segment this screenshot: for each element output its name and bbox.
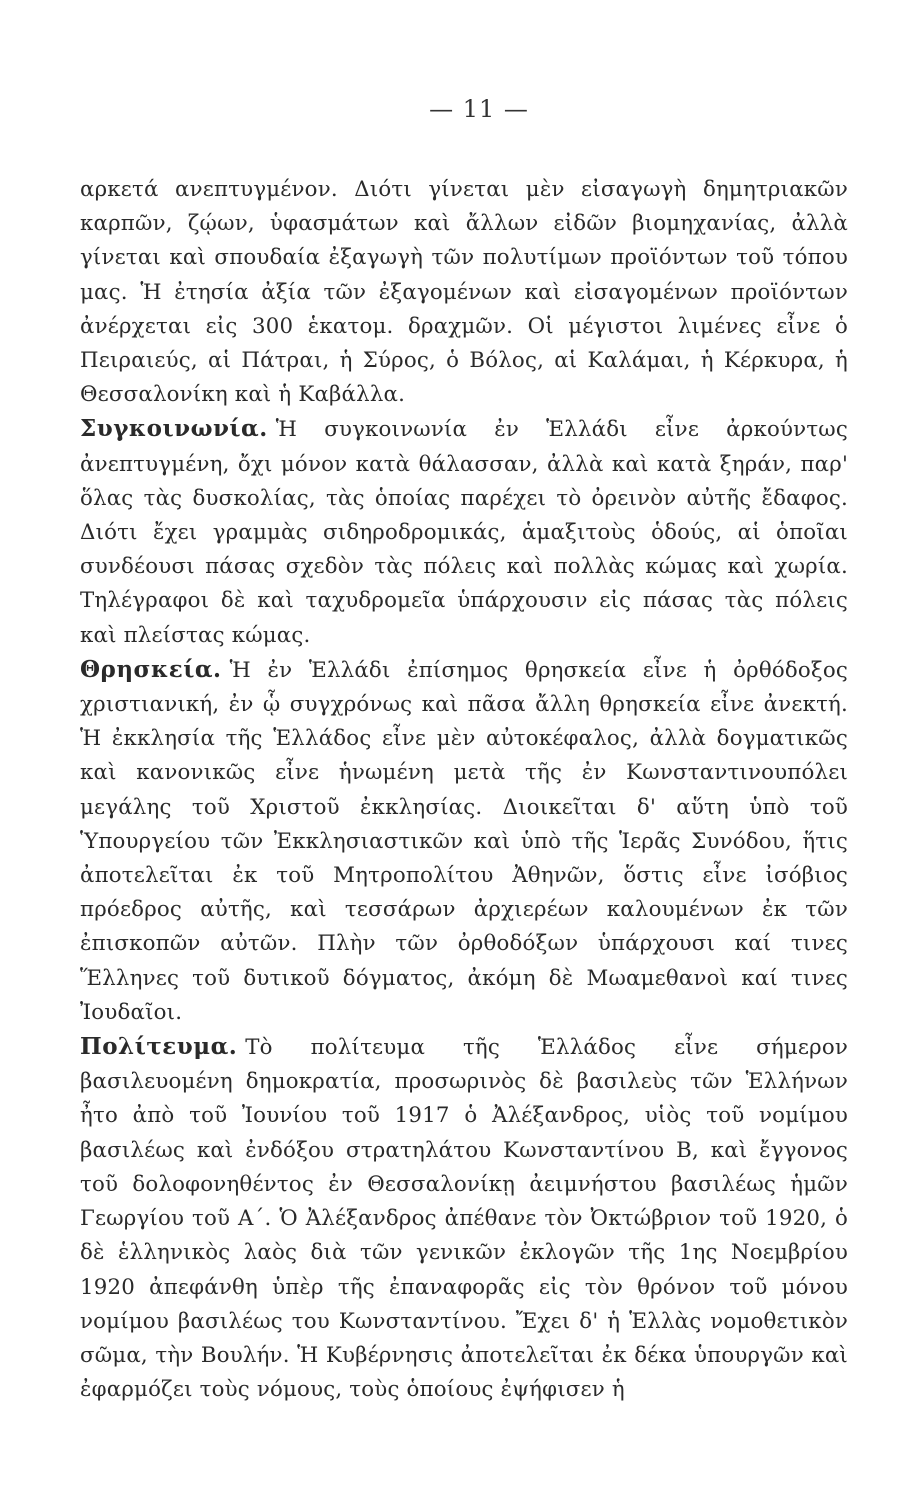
section-heading: Συγκοινωνία. <box>80 415 268 443</box>
section-polity <box>80 1030 848 1407</box>
body-text <box>80 173 848 1407</box>
document-page <box>80 95 848 1407</box>
intro-paragraph: αρκετά ανεπτυγμένον. Διότι γίνεται μὲν εἰσαγωγὴ δημητριακῶν καρπῶν, ζῴων, ὑφασμάτων καὶ ἄλλων εἰδῶν βιομηχανίας, ἀλλὰ γίνεται καὶ σπουδαία ἐξαγωγὴ τῶν πολυτίμων προϊόντων τοῦ τόπου μας. Ἡ ἐτησία ἀξία τῶν ἐξαγομένων καὶ εἰσαγομένων προϊόντων ἀνέρχεται εἰς 300 ἑκατομ. δραχμῶν. Οἱ μέγιστοι λιμένες εἶνε ὁ Πειραιεύς, αἱ Πάτραι, ἡ Σύρος, ὁ Βόλος, αἱ Καλάμαι, ἡ Κέρκυρα, ἡ Θεσσαλονίκη καὶ ἡ Καβάλλα. <box>80 177 848 408</box>
section-text: Τὸ πολίτευμα τῆς Ἑλλάδος εἶνε σήμερον βασιλευομένη δημοκρατία, προσωρινὸς δὲ βασιλεὺς τῶν Ἑλλήνων ἦτο ἀπὸ τοῦ Ἰουνίου τοῦ 1917 ὁ Ἀλέξανδρος, υἱὸς τοῦ νομίμου βασιλέως καὶ ἐνδόξου στρατηλάτου Κωνσταντίνου Β, καὶ ἔγγονος τοῦ δολοφονηθέντος ἐν Θεσσαλονίκῃ ἀειμνήστου βασιλέως ἡμῶν Γεωργίου τοῦ Α΄. Ὁ Ἀλέξανδρος ἀπέθανε τὸν Ὀκτώβριον τοῦ 1920, ὁ δὲ ἑλληνικὸς λαὸς διὰ τῶν γενικῶν ἐκλογῶν τῆς 1ης Νοεμβρίου 1920 ἀπεφάνθη ὑπὲρ τῆς ἐπαναφορᾶς εἰς τὸν θρόνον τοῦ μόνου νομίμου βασιλέως του Κωνσταντίνου. Ἔχει δ' ἡ Ἑλλὰς νομοθετικὸν σῶμα, τὴν Βουλήν. Ἡ Κυβέρνησις ἀποτελεῖται ἐκ δέκα ὑπουργῶν καὶ ἐφαρμόζει τοὺς νόμους, τοὺς ὁποίους ἐψήφισεν ἡ <box>80 1035 848 1403</box>
section-religion <box>80 653 848 1030</box>
page-number: — 11 — <box>429 95 529 123</box>
section-text: Ἡ συγκοινωνία ἐν Ἑλλάδι εἶνε ἀρκούντως ἀνεπτυγμένη, ὄχι μόνον κατὰ θάλασσαν, ἀλλὰ καὶ κατὰ ξηράν, παρ' ὅλας τὰς δυσκολίας, τὰς ὁποίας παρέχει τὸ ὀρεινὸν αὐτῆς ἔδαφος. Διότι ἔχει γραμμὰς σιδηροδρομικάς, ἁμαξιτοὺς ὁδούς, αἱ ὁποῖαι συνδέουσι πάσας σχεδὸν τὰς πόλεις καὶ πολλὰς κώμας καὶ χωρία. Τηλέγραφοι δὲ καὶ ταχυδρομεῖα ὑπάρχουσιν εἰς πάσας τὰς πόλεις καὶ πλείστας κώμας. <box>80 417 848 648</box>
section-heading: Πολίτευμα. <box>80 1033 238 1061</box>
section-communication <box>80 412 848 652</box>
section-text: Ἡ ἐν Ἑλλάδι ἐπίσημος θρησκεία εἶνε ἡ ὀρθόδοξος χριστιανική, ἐν ᾧ συγχρόνως καὶ πᾶσα ἄλλη θρησκεία εἶνε ἀνεκτή. Ἡ ἐκκλησία τῆς Ἑλλάδος εἶνε μὲν αὐτοκέφαλος, ἀλλὰ δογματικῶς καὶ κανονικῶς εἶνε ἡνωμένη μετὰ τῆς ἐν Κωνσταντινουπόλει μεγάλης τοῦ Χριστοῦ ἐκκλησίας. Διοικεῖται δ' αὕτη ὑπὸ τοῦ Ὑπουργείου τῶν Ἐκκλησιαστικῶν καὶ ὑπὸ τῆς Ἱερᾶς Συνόδου, ἥτις ἀποτελεῖται ἐκ τοῦ Μητροπολίτου Ἀθηνῶν, ὅστις εἶνε ἰσόβιος πρόεδρος αὐτῆς, καὶ τεσσάρων ἀρχιερέων καλουμένων ἐκ τῶν ἐπισκοπῶν αὐτῶν. Πλὴν τῶν ὀρθοδόξων ὑπάρχουσι καί τινες Ἕλληνες τοῦ δυτικοῦ δόγματος, ἀκόμη δὲ Μωαμεθανοὶ καί τινες Ἰουδαῖοι. <box>80 657 848 1025</box>
section-heading: Θρησκεία. <box>80 655 222 683</box>
